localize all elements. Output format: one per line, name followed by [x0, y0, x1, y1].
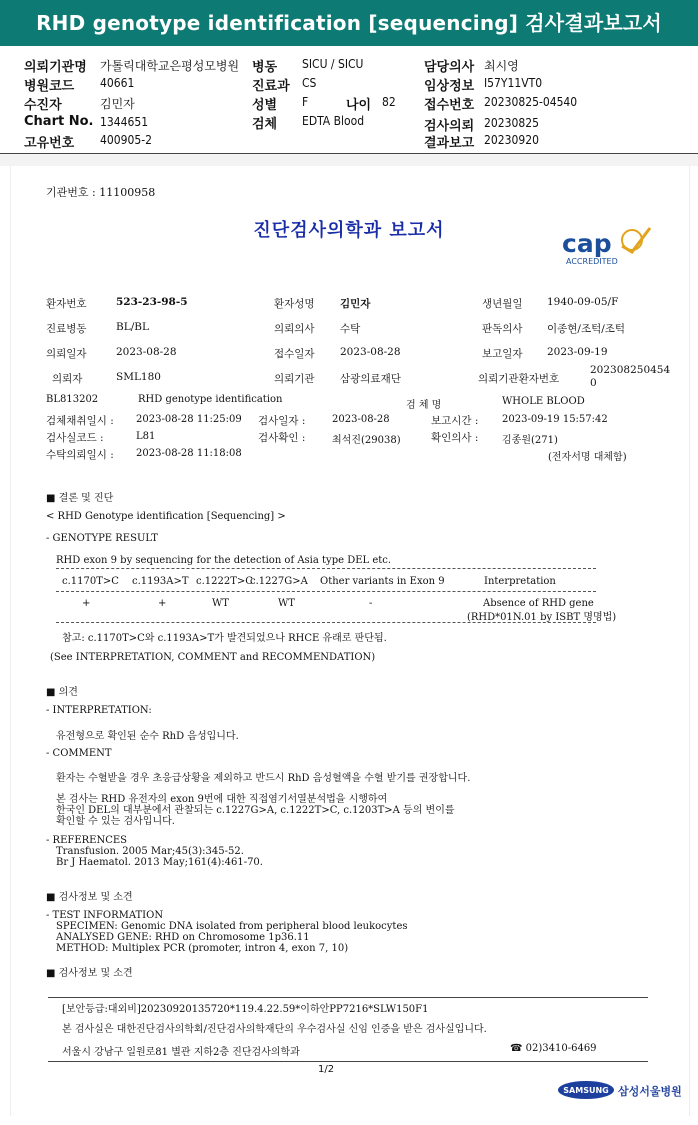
specimen-test: RHD genotype identification — [138, 394, 283, 405]
section-heading: ■ 검사정보 및 소견 — [46, 892, 133, 903]
patient-value: 삼광의료재단 — [340, 373, 401, 385]
patient-key: 의뢰자 — [52, 373, 83, 385]
header-value: 20230825-04540 — [484, 95, 578, 109]
header-value: CS — [302, 76, 317, 90]
specimen-value: 2023-08-28 11:25:09 — [136, 414, 242, 425]
header-key: Chart No. — [24, 114, 94, 129]
reference: Br J Haematol. 2013 May;161(4):461-70. — [56, 857, 263, 868]
patient-key: 의뢰기관 — [274, 373, 315, 385]
patient-value: SML180 — [116, 371, 161, 383]
patient-value: 202308250454 — [590, 364, 671, 376]
table-header: Interpretation — [484, 576, 556, 587]
specimen-value: 2023-08-28 — [332, 414, 390, 425]
patient-key: 의뢰기관환자번호 — [478, 373, 560, 385]
opinion-text: 환자는 수혈받을 경우 초응급상황을 제외하고 반드시 RhD 음성혈액을 수혈 받기를 권장합니다. — [56, 773, 471, 784]
test-info-label: - TEST INFORMATION — [46, 910, 164, 921]
specimen-value: 최석진(29038) — [332, 435, 401, 446]
table-header: c.1227G>A — [250, 576, 308, 587]
specimen-key: 확인의사 : — [431, 432, 479, 444]
patient-value: 1940-09-05/F — [547, 296, 619, 308]
table-cell: (RHD*01N.01 by ISBT 명명법) — [467, 612, 617, 623]
section-heading: ■ 검사정보 및 소견 — [46, 968, 133, 979]
opinion-label: - REFERENCES — [46, 835, 128, 846]
table-header: Other variants in Exon 9 — [320, 576, 445, 587]
patient-value: 2023-08-28 — [116, 346, 177, 358]
patient-value: 2023-08-28 — [340, 346, 401, 358]
patient-key: 보고일자 — [482, 348, 523, 360]
header-value: 가톨릭대학교은평성모병원 — [100, 59, 240, 73]
specimen-value: 2023-09-19 15:57:42 — [502, 414, 608, 425]
specimen-key: 검체채취일시 : — [46, 415, 114, 427]
header-value: SICU / SICU — [302, 57, 364, 71]
report-title: 진단검사의학과 보고서 — [253, 220, 445, 241]
samsung-logo-text: SAMSUNG — [563, 1086, 609, 1095]
patient-key: 접수일자 — [274, 348, 315, 360]
page-gap — [0, 154, 698, 166]
header-key: 검체 — [252, 117, 278, 132]
opinion-text: 한국인 DEL의 대부분에서 관찰되는 c.1227G>A, c.1222T>C, c.1203T>A 등의 변이를 — [56, 805, 455, 816]
specimen-value: 2023-08-28 11:18:08 — [136, 448, 242, 459]
patient-value: 2023-09-19 — [547, 346, 608, 358]
test-info-line: METHOD: Multiplex PCR (promoter, intron 4, exon 7, 10) — [56, 943, 349, 954]
table-header: c.1193A>T — [132, 576, 189, 587]
result-line: RHD exon 9 by sequencing for the detection of Asia type DEL etc. — [56, 555, 392, 566]
table-cell: WT — [278, 598, 295, 609]
opinion-label: - COMMENT — [46, 748, 112, 759]
header-value: 82 — [382, 95, 396, 109]
table-cell: Absence of RHD gene — [483, 598, 594, 609]
specimen-key: 검사확인 : — [258, 432, 306, 444]
e-signature-note: (전자서명 대체함) — [548, 452, 627, 463]
patient-value: 김민자 — [340, 298, 371, 310]
patient-value: 이종현/조턱/조턱 — [547, 323, 626, 335]
patient-value: 0 — [590, 377, 597, 389]
table-header: c.1170T>C — [62, 576, 119, 587]
reference: Transfusion. 2005 Mar;45(3):345-52. — [56, 846, 244, 857]
opinion-text: 확인할 수 있는 검사입니다. — [56, 816, 175, 827]
table-cell: - — [369, 598, 373, 609]
result-line: - GENOTYPE RESULT — [46, 533, 158, 544]
test-info-line: SPECIMEN: Genomic DNA isolated from peripheral blood leukocytes — [56, 921, 408, 932]
patient-key: 판독의사 — [482, 323, 523, 335]
result-note: (See INTERPRETATION, COMMENT and RECOMMENDATION) — [50, 652, 376, 663]
header-key: 성별 — [252, 98, 278, 113]
header-key: 진료과 — [252, 79, 290, 94]
patient-value: 523-23-98-5 — [116, 296, 188, 308]
cap-accredited-logo — [560, 226, 652, 268]
table-cell: WT — [212, 598, 229, 609]
specimen-label: 검 체 명 — [406, 400, 442, 411]
test-info-line: ANALYSED GENE: RHD on Chromosome 1p36.11 — [56, 932, 310, 943]
opinion-text: 본 검사는 RHD 유전자의 exon 9번에 대한 직접염기서열분석법을 시행하여 — [56, 794, 388, 805]
lab-phone: ☎ 02)3410-6469 — [510, 1043, 597, 1054]
header-key: 나이 — [346, 98, 372, 113]
patient-key: 환자번호 — [46, 298, 87, 310]
table-rule — [56, 591, 596, 592]
specimen-key: 검사실코드 : — [46, 432, 104, 444]
opinion-text: 유전형으로 확인된 순수 RhD 음성입니다. — [56, 731, 239, 742]
result-note: 참고: c.1170T>C와 c.1193A>T가 발견되었으나 RHCE 유래로 판단됨. — [62, 633, 387, 644]
header-value: I57Y11VT0 — [484, 76, 543, 90]
header-value: 김민자 — [100, 97, 135, 111]
header-key: 수진자 — [24, 98, 62, 113]
patient-value: 수탁 — [340, 323, 361, 335]
header-key: 접수번호 — [424, 98, 475, 113]
opinion-label: - INTERPRETATION: — [46, 705, 152, 716]
table-cell: + — [82, 598, 91, 609]
patient-key: 진료병동 — [46, 323, 87, 335]
header-value: 1344651 — [100, 115, 149, 129]
header-key: 검사의뢰 — [424, 119, 475, 134]
header-key: 병동 — [252, 60, 278, 75]
header-value: F — [302, 95, 309, 109]
patient-value: BL/BL — [116, 321, 149, 333]
header-key: 고유번호 — [24, 136, 75, 151]
header-key: 병원코드 — [24, 79, 75, 94]
cap-logo-sub: ACCREDITED — [566, 257, 618, 266]
patient-key: 의뢰의사 — [274, 323, 315, 335]
header-value: EDTA Blood — [302, 114, 365, 128]
specimen-key: 수탁의뢰일시 : — [46, 449, 114, 461]
header-key: 결과보고 — [424, 136, 475, 151]
table-rule — [56, 568, 596, 569]
header-value: 400905-2 — [100, 133, 152, 147]
specimen-value: L81 — [136, 431, 156, 442]
hospital-name: 삼성서울병원 — [618, 1085, 682, 1098]
specimen-value: WHOLE BLOOD — [502, 396, 585, 407]
samsung-logo — [557, 1080, 615, 1100]
specimen-code: BL813202 — [46, 394, 99, 405]
security-line: [보안등급:대외비]20230920135720*119.4.22.59*이하안PP7216*SLW150F1 — [62, 1004, 429, 1015]
specimen-key: 검사일자 : — [258, 415, 306, 427]
header-key: 임상정보 — [424, 79, 475, 94]
patient-key: 의뢰일자 — [46, 348, 87, 360]
institution-number: 기관번호 : 11100958 — [46, 186, 156, 199]
patient-key: 환자성명 — [274, 298, 315, 310]
page-number: 1/2 — [318, 1064, 335, 1075]
specimen-key: 보고시간 : — [431, 415, 479, 427]
table-cell: + — [158, 598, 167, 609]
table-header: c.1222T>C — [196, 576, 253, 587]
lab-address: 서울시 강남구 일원로81 별관 지하2층 진단검사의학과 — [62, 1047, 300, 1058]
header-key: 담당의사 — [424, 60, 475, 75]
specimen-value: 김종원(271) — [502, 435, 558, 446]
page-title: RHD genotype identification [sequencing] 검사결과보고서 — [0, 0, 698, 46]
header-value: 20230825 — [484, 116, 539, 130]
table-rule — [56, 622, 596, 623]
section-heading: ■ 의견 — [46, 687, 78, 698]
header-value: 20230920 — [484, 133, 539, 147]
cap-logo-word: cap — [562, 229, 612, 258]
header-key: 의뢰기관명 — [24, 60, 87, 75]
header-value: 최시영 — [484, 59, 519, 73]
header-value: 40661 — [100, 76, 135, 90]
patient-key: 생년월일 — [482, 298, 523, 310]
certification-note: 본 검사실은 대한진단검사의학회/진단검사의학재단의 우수검사실 신임 인증을 받은 검사실입니다. — [62, 1024, 487, 1035]
section-heading: ■ 결론 및 진단 — [46, 493, 114, 504]
result-line: < RHD Genotype identification [Sequencing] > — [46, 511, 286, 522]
